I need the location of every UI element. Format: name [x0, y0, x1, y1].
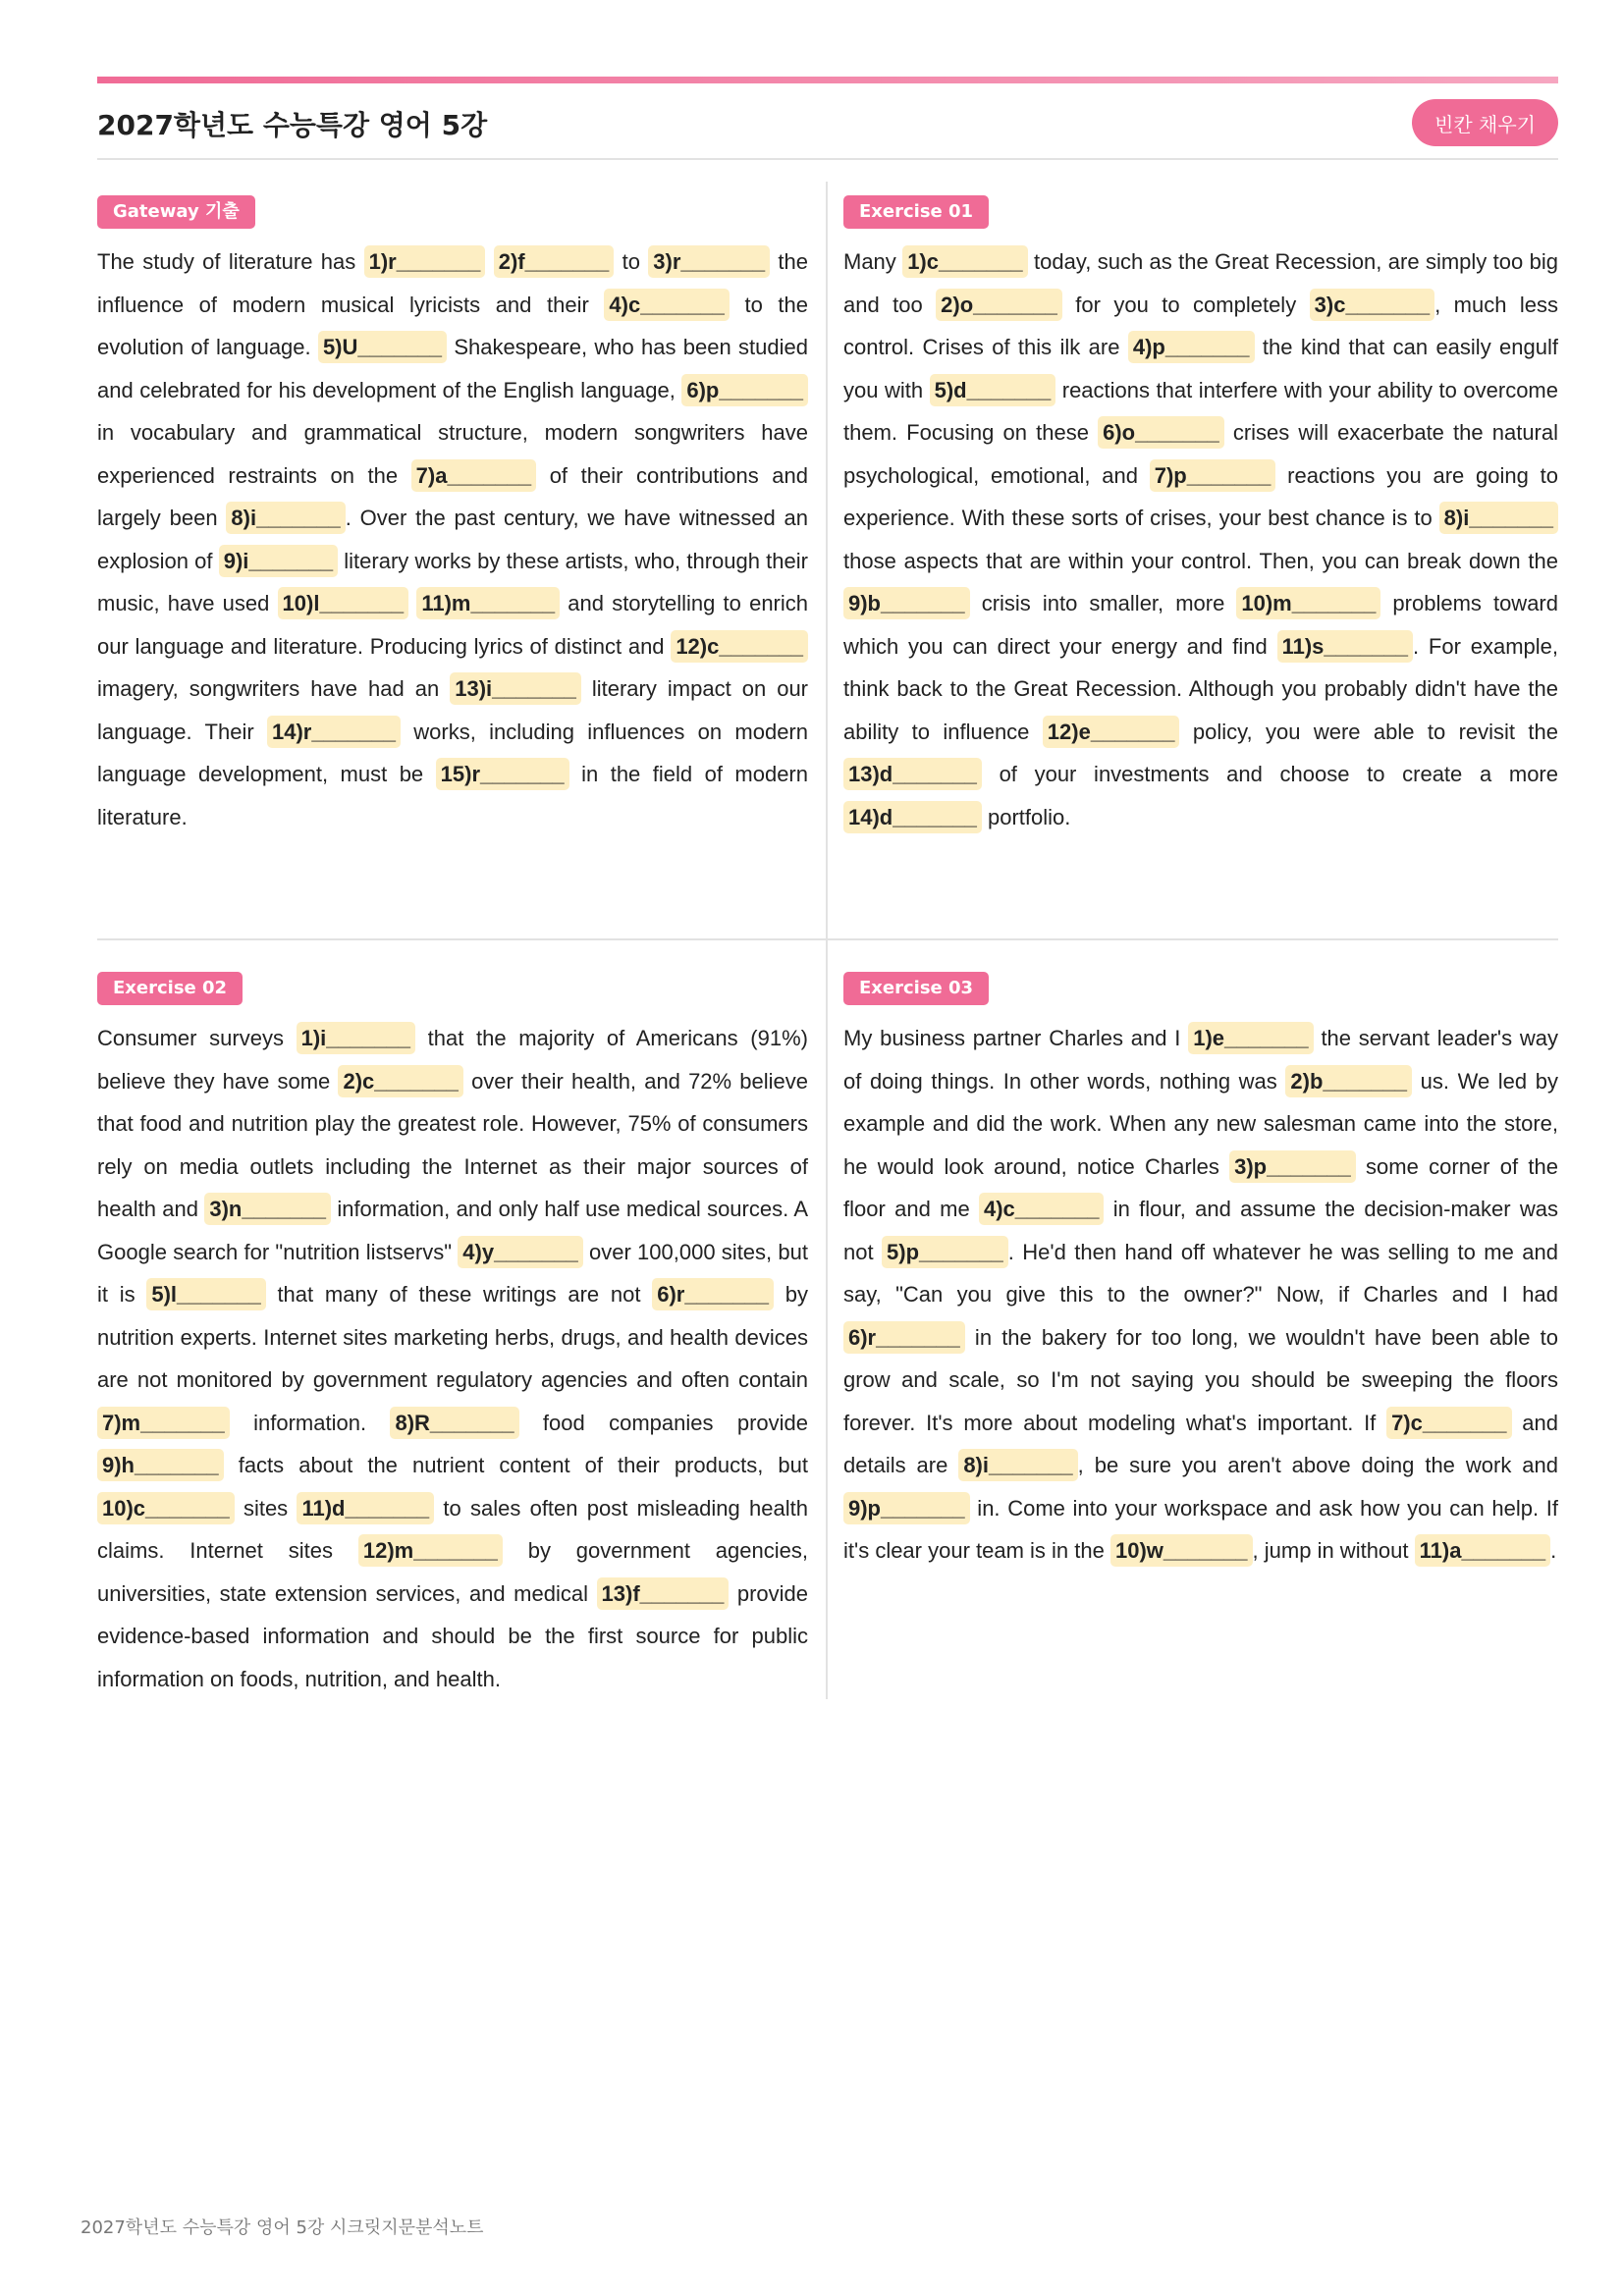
blank-field[interactable]: 10)l_______: [278, 587, 409, 619]
passage-text: for you to completely: [1061, 292, 1310, 317]
blank-field[interactable]: 11)s_______: [1277, 630, 1413, 663]
blank-field[interactable]: 13)d_______: [843, 758, 982, 790]
passage-text: in flour, and assume the decision-maker was not: [843, 1197, 1558, 1264]
blank-field[interactable]: 8)R_______: [390, 1407, 518, 1439]
panel-exercise-03: [843, 972, 1558, 1573]
blank-field[interactable]: 8)i_______: [226, 502, 345, 534]
passage-text: food companies provide: [518, 1410, 809, 1435]
blank-field[interactable]: 12)m_______: [358, 1534, 503, 1567]
blank-field[interactable]: 10)c_______: [97, 1492, 235, 1524]
blank-field[interactable]: 1)c_______: [902, 245, 1027, 278]
blank-field[interactable]: 3)c_______: [1310, 289, 1434, 321]
section-tag: Exercise 03: [843, 972, 989, 1005]
passage-text: , be sure you aren't above doing the work and: [1077, 1453, 1558, 1477]
passage: [843, 1017, 1558, 1573]
passage-text: the servant leader's way of doing things. In other words, nothing was: [843, 1026, 1558, 1094]
blank-field[interactable]: 4)c_______: [604, 289, 729, 321]
passage-text: . He'd then hand off whatever he was selling to me and say, "Can you give this to the owner?" Now, if Charles and I had: [843, 1239, 1559, 1307]
passage-text: Many: [843, 249, 903, 274]
passage-text: in vocabulary and grammatical structure, modern songwriters have experienced restraints on the: [97, 420, 808, 488]
blank-field[interactable]: 6)o_______: [1098, 416, 1224, 449]
passage-text: reactions that interfere with your ability to overcome them. Focusing on these: [843, 377, 1558, 445]
passage-text: over 100,000 sites, but it is: [97, 1239, 808, 1307]
footer-text: 2027학년도 수능특강 영어 5강 시크릿지문분석노트: [81, 2217, 484, 2238]
blank-field[interactable]: 2)f_______: [494, 245, 615, 278]
passage-text: of your investments and choose to create a more: [981, 762, 1558, 786]
blank-field[interactable]: 2)o_______: [936, 289, 1062, 321]
passage-text: [408, 591, 416, 615]
passage-text: problems toward which you can direct your energy and find: [843, 591, 1558, 659]
passage-text: crisis into smaller, more: [969, 591, 1237, 615]
passage-text: literary works by these artists, who, through their music, have used: [97, 548, 808, 615]
blank-field[interactable]: 7)m_______: [97, 1407, 230, 1439]
blank-field[interactable]: 11)d_______: [297, 1492, 434, 1524]
passage-text: to the evolution of language.: [97, 292, 809, 359]
passage-text: us. We led by example and did the work. When any new salesman came into the store, he would look around, notice Charles: [843, 1068, 1558, 1179]
blank-field[interactable]: 1)i_______: [297, 1022, 415, 1054]
passage-text: facts about the nutrient content of their products, but: [223, 1453, 808, 1477]
passage-text: .: [1550, 1538, 1557, 1563]
blank-field[interactable]: 11)m_______: [416, 587, 560, 619]
passage-text: in the bakery for too long, we wouldn't have been able to grow and scale, so I'm not saying you should be sweeping the floors forever. It's more about modeling what's important. If: [843, 1324, 1558, 1435]
blank-field[interactable]: 14)r_______: [267, 716, 401, 748]
passage-text: imagery, songwriters have had an: [97, 676, 451, 701]
passage-text: the influence of modern musical lyricists and their: [97, 249, 808, 317]
blank-field[interactable]: 8)i_______: [958, 1449, 1077, 1481]
blank-field[interactable]: 1)r_______: [364, 245, 486, 278]
mode-badge[interactable]: 빈칸 채우기: [1412, 99, 1558, 146]
column-divider-bottom: [826, 940, 828, 1699]
passage-text: reactions you are going to experience. With these sorts of crises, your best chance is to: [843, 462, 1558, 530]
passage-text: and storytelling to enrich our language and literature. Producing lyrics of distinct and: [97, 591, 808, 659]
passage-text: . For example, think back to the Great Recession. Although you probably didn't have the ability to influence: [843, 633, 1558, 744]
passage-text: some corner of the floor and me: [843, 1153, 1558, 1221]
passage-text: in. Come into your workspace and ask how you can help. If it's clear your team is in the: [843, 1495, 1558, 1563]
blank-field[interactable]: 12)e_______: [1043, 716, 1180, 748]
passage-text: The study of literature has: [97, 249, 364, 274]
passage-text: literary impact on our language. Their: [97, 676, 809, 744]
blank-field[interactable]: 6)r_______: [843, 1321, 965, 1354]
blank-field[interactable]: 9)b_______: [843, 587, 970, 619]
passage-text: Shakespeare, who has been studied and celebrated for his development of the English language,: [97, 335, 808, 402]
passage-text: to: [614, 249, 649, 274]
blank-field[interactable]: 6)r_______: [652, 1278, 774, 1310]
panel-exercise-01: [843, 195, 1558, 838]
section-tag: Gateway 기출: [97, 195, 255, 229]
blank-field[interactable]: 10)m_______: [1236, 587, 1380, 619]
blank-field[interactable]: 13)i_______: [450, 672, 581, 705]
passage-text: and details are: [843, 1410, 1558, 1477]
blank-field[interactable]: 10)w_______: [1110, 1534, 1253, 1567]
blank-field[interactable]: 11)a_______: [1415, 1534, 1550, 1567]
blank-field[interactable]: 15)r_______: [436, 758, 569, 790]
blank-field[interactable]: 7)a_______: [411, 459, 536, 492]
passage-text: Consumer surveys: [97, 1026, 297, 1050]
blank-field[interactable]: 9)h_______: [97, 1449, 224, 1481]
passage-text: sites: [234, 1495, 298, 1521]
blank-field[interactable]: 14)d_______: [843, 801, 982, 833]
passage-text: by nutrition experts. Internet sites marketing herbs, drugs, and health devices are not monitored by government regulatory agencies and often contain: [97, 1282, 808, 1392]
panel-gateway: [97, 195, 808, 838]
passage-text: those aspects that are within your control. Then, you can break down the: [843, 548, 1558, 573]
passage: [843, 240, 1558, 838]
passage-text: the kind that can easily engulf you with: [843, 335, 1559, 402]
blank-field[interactable]: 12)c_______: [671, 630, 808, 663]
passage-text: portfolio.: [981, 804, 1071, 829]
passage-text: over their health, and 72% believe that food and nutrition play the greatest role. However, 75% of consumers rely on media outlets including the Internet as their major sources of health and: [97, 1068, 808, 1221]
blank-field[interactable]: 6)p_______: [681, 374, 808, 406]
passage-text: information.: [229, 1410, 391, 1435]
blank-field[interactable]: 5)d_______: [930, 374, 1056, 406]
section-tag: Exercise 01: [843, 195, 989, 229]
blank-field[interactable]: 7)c_______: [1386, 1407, 1511, 1439]
blank-field[interactable]: 9)p_______: [843, 1492, 970, 1524]
page-title: 2027학년도 수능특강 영어 5강: [97, 109, 488, 141]
passage-text: by government agencies, universities, state extension services, and medical: [97, 1538, 808, 1606]
blank-field[interactable]: 3)n_______: [204, 1193, 331, 1225]
blank-field[interactable]: 4)y_______: [458, 1236, 582, 1268]
passage-text: policy, you were able to revisit the: [1179, 719, 1558, 744]
passage-text: information, and only half use medical sources. A Google search for "nutrition listservs": [97, 1197, 809, 1264]
passage-text: crises will exacerbate the natural psychological, emotional, and: [843, 420, 1559, 488]
header-divider: [97, 158, 1558, 160]
passage: [97, 1017, 808, 1700]
blank-field[interactable]: 5)U_______: [318, 331, 447, 363]
passage-text: works, including influences on modern language development, must be: [97, 719, 808, 786]
section-tag: Exercise 02: [97, 972, 243, 1005]
panel-exercise-02: [97, 972, 808, 1700]
blank-field[interactable]: 4)c_______: [979, 1193, 1104, 1225]
blank-field[interactable]: 3)r_______: [648, 245, 770, 278]
passage-text: in the field of modern literature.: [97, 762, 808, 829]
passage-text: today, such as the Great Recession, are simply too big and too: [843, 249, 1558, 317]
passage-text: of their contributions and largely been: [97, 462, 808, 530]
row-divider: [97, 938, 1558, 940]
passage-text: that many of these writings are not: [265, 1282, 653, 1307]
blank-field[interactable]: 2)c_______: [338, 1065, 462, 1097]
blank-field[interactable]: 7)p_______: [1150, 459, 1276, 492]
blank-field[interactable]: 8)i_______: [1439, 502, 1558, 534]
passage-text: to sales often post misleading health claims. Internet sites: [97, 1495, 808, 1563]
blank-field[interactable]: 1)e_______: [1188, 1022, 1313, 1054]
passage-text: [485, 249, 493, 274]
blank-field[interactable]: 4)p_______: [1128, 331, 1255, 363]
blank-field[interactable]: 2)b_______: [1285, 1065, 1412, 1097]
passage-text: , much less control. Crises of this ilk are: [843, 292, 1558, 359]
column-divider-top: [826, 182, 828, 939]
blank-field[interactable]: 13)f_______: [597, 1577, 730, 1610]
blank-field[interactable]: 3)p_______: [1229, 1150, 1356, 1183]
passage-text: My business partner Charles and I: [843, 1026, 1189, 1050]
passage-text: , jump in without: [1252, 1538, 1415, 1563]
header-accent-bar: [97, 77, 1558, 83]
passage-text: provide evidence-based information and should be the first source for public information on foods, nutrition, and health.: [97, 1580, 808, 1691]
blank-field[interactable]: 9)i_______: [219, 545, 338, 577]
passage-text: that the majority of Americans (91%) believe they have some: [97, 1026, 808, 1094]
passage: [97, 240, 808, 838]
passage-text: . Over the past century, we have witnessed an explosion of: [97, 506, 808, 573]
blank-field[interactable]: 5)p_______: [882, 1236, 1008, 1268]
blank-field[interactable]: 5)l_______: [146, 1278, 265, 1310]
